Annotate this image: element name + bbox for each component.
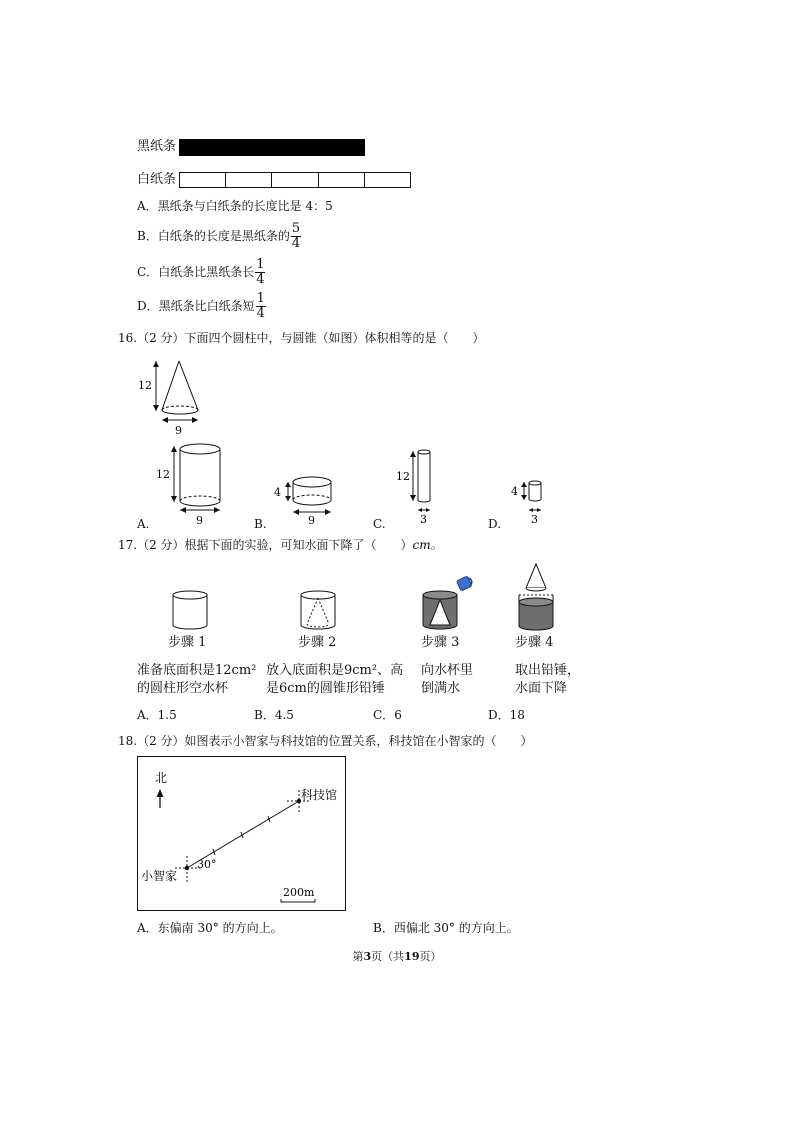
cylinder-b-figure	[270, 472, 340, 524]
black-strip	[179, 139, 365, 156]
q18-option-b[interactable]: B．西偏北 30° 的方向上。	[373, 921, 519, 935]
q17-stem: 17.（2 分）根据下面的实验，可知水面下降了（ ）cm。	[118, 538, 443, 552]
svg-text:9: 9	[308, 514, 315, 524]
angle-label: 30°	[197, 858, 217, 871]
step1-desc: 准备底面积是12cm² 的圆柱形空水杯	[137, 663, 257, 696]
scale-label: 200m	[283, 886, 315, 899]
step4-title: 步骤 4	[515, 635, 554, 650]
position-map	[137, 756, 347, 912]
home-label: 小智家	[141, 869, 178, 883]
svg-text:12: 12	[156, 468, 170, 481]
step2-cup-with-cone	[296, 588, 340, 632]
fraction: $\frac{1}{4}$	[256, 257, 265, 287]
cylinder-a-figure	[150, 440, 230, 526]
q15-option-d[interactable]: D．黑纸条比白纸条短 $\frac{1}{4}$	[137, 291, 265, 321]
step4-desc: 取出铅锤， 水面下降	[515, 663, 581, 696]
step1-title: 步骤 1	[168, 635, 207, 650]
north-label: 北	[155, 771, 168, 785]
q17-option-a[interactable]: A．1.5	[137, 708, 177, 722]
svg-text:12: 12	[396, 470, 410, 483]
cylinder-d-figure	[508, 476, 548, 526]
step2-desc: 放入底面积是9cm²、高 是6cm的圆锥形铅锤	[266, 663, 404, 696]
q16-option-c[interactable]: C.	[373, 517, 386, 531]
step2-title: 步骤 2	[298, 635, 337, 650]
q15-option-c[interactable]: C．白纸条比黑纸条长 $\frac{1}{4}$	[137, 257, 265, 287]
q15-option-a[interactable]: A．黑纸条与白纸条的长度比是 4：5	[137, 199, 333, 213]
fraction: $\frac{1}{4}$	[256, 291, 265, 321]
svg-text:3: 3	[531, 513, 538, 526]
cylinder-c-figure	[393, 446, 443, 526]
page-footer: 第3页（共19页）	[352, 950, 442, 963]
q17-option-b[interactable]: B．4.5	[254, 708, 294, 722]
svg-text:4: 4	[511, 485, 518, 498]
q18-stem: 18.（2 分）如图表示小智家与科技馆的位置关系，科技馆在小智家的（ ）	[118, 734, 533, 748]
svg-text:4: 4	[274, 486, 281, 499]
q16-option-d[interactable]: D.	[488, 517, 502, 531]
cone-height: 12	[138, 379, 152, 392]
step1-empty-cup	[168, 588, 212, 632]
q16-option-a[interactable]: A.	[137, 517, 150, 531]
q16-option-b[interactable]: B.	[254, 517, 267, 531]
fraction: $\frac{5}{4}$	[291, 221, 301, 251]
step3-cup-filled	[418, 572, 476, 632]
cone-base: 9	[175, 424, 182, 437]
svg-text:9: 9	[196, 514, 203, 526]
q17-option-d[interactable]: D．18	[488, 708, 525, 722]
q17-option-c[interactable]: C．6	[373, 708, 402, 722]
museum-label: 科技馆	[301, 788, 338, 802]
white-strip	[179, 172, 411, 188]
svg-text:3: 3	[420, 513, 427, 526]
water-jug-icon	[456, 576, 472, 591]
q15-option-b[interactable]: B．白纸条的长度是黑纸条的 $\frac{5}{4}$	[137, 221, 301, 251]
cone-figure	[130, 355, 220, 437]
step3-title: 步骤 3	[421, 635, 460, 650]
q18-option-a[interactable]: A．东偏南 30° 的方向上。	[137, 921, 283, 935]
q17-unit: cm。	[412, 538, 443, 552]
step3-desc: 向水杯里 倒满水	[421, 663, 474, 696]
white-strip-label: 白纸条	[137, 172, 177, 187]
black-strip-label: 黑纸条	[137, 139, 177, 154]
step4-cup-cone-removed	[514, 560, 560, 634]
q16-stem: 16.（2 分）下面四个圆柱中，与圆锥（如图）体积相等的是（ ）	[118, 331, 485, 345]
